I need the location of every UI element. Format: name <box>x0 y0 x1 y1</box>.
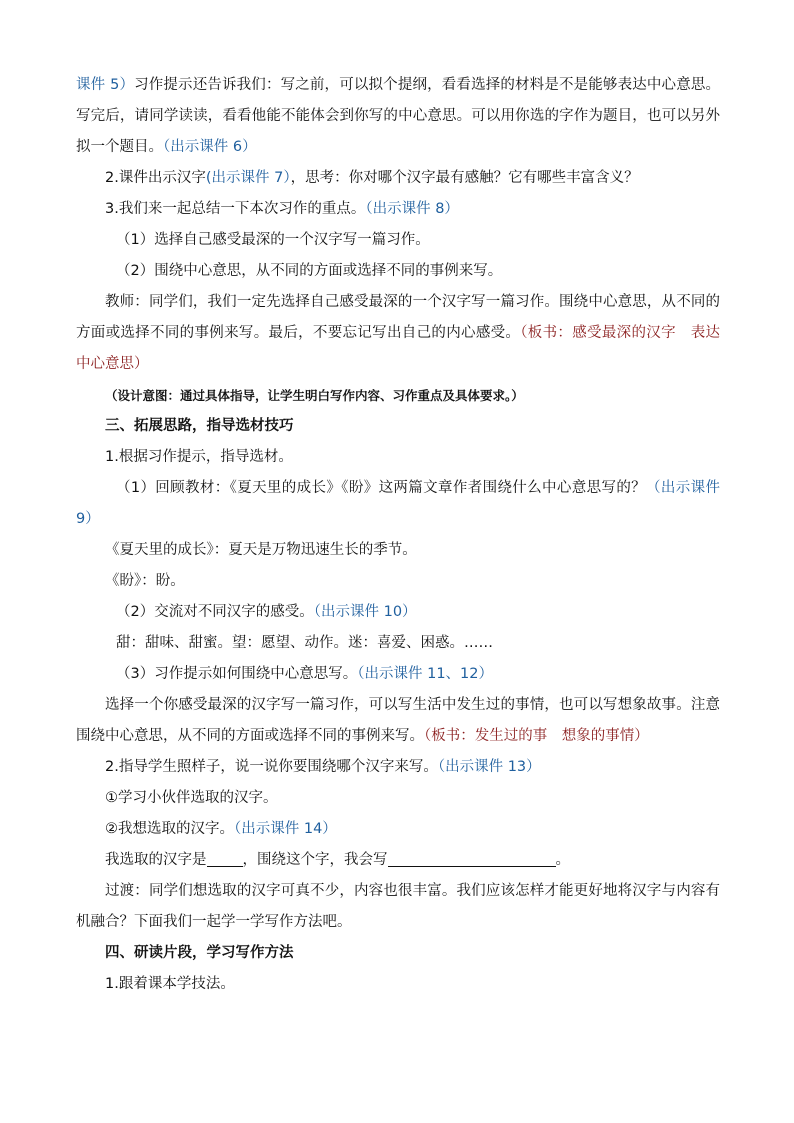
paragraph-text: ，围绕这个字，我会写 <box>242 852 388 868</box>
paragraph-text: 我选取的汉字是 <box>105 852 207 868</box>
paragraph-text: （1）回顾教材：《夏天里的成长》《盼》这两篇文章作者围绕什么中心意思写的？ <box>116 480 647 496</box>
paragraph-teacher <box>76 287 720 380</box>
paragraph-exchange <box>76 597 720 628</box>
courseware-ref: （出示课件 8） <box>365 201 459 217</box>
paragraph-fill-blank <box>76 845 720 876</box>
paragraph-courseware-5 <box>76 70 720 163</box>
paragraph-partner-choice: ①学习小伙伴选取的汉字。 <box>105 790 278 806</box>
paragraph-text: 3.我们来一起总结一下本次习作的重点。 <box>105 201 366 217</box>
paragraph-text: （2）交流对不同汉字的感受。 <box>116 604 314 620</box>
blackboard-note: （板书：感受最深的汉字 表达中心意思） <box>76 325 721 372</box>
paragraph-text: （3）习作提示如何围绕中心意思写。 <box>116 666 358 682</box>
paragraph-text: ，思考：你对哪个汉字最有感触？它有哪些丰富含义？ <box>290 170 639 186</box>
list-item-1: （1）选择自己感受最深的一个汉字写一篇习作。 <box>116 232 430 248</box>
paragraph-review-textbook <box>76 473 720 535</box>
paragraph-guide-students <box>76 752 720 783</box>
paragraph-guide-selection: 1.根据习作提示，指导选材。 <box>105 449 293 465</box>
paragraph-learn-technique: 1.跟着课本学技法。 <box>105 976 235 992</box>
blackboard-note: （板书：发生过的事 想象的事情） <box>424 728 649 744</box>
section-heading-3: 三、拓展思路，指导选材技巧 <box>105 418 294 434</box>
paragraph-transition: 过渡：同学们想选取的汉字可真不少，内容也很丰富。我们应该怎样才能更好地将汉字与内容有机融合？下面我们一起学一学写作方法吧。 <box>76 883 720 930</box>
paragraph-text: 2.课件出示汉字 <box>105 170 206 186</box>
courseware-ref: （出示课件 13） <box>437 759 541 775</box>
courseware-ref: （出示课件 9） <box>76 480 720 527</box>
paragraph-summary <box>76 194 720 225</box>
blank-character[interactable] <box>207 848 243 867</box>
paragraph-examples: 甜：甜味、甜蜜。望：愿望、动作。迷：喜爱、困惑。…… <box>116 635 493 651</box>
courseware-ref: (出示课件 7） <box>205 170 291 186</box>
paragraph-text: 教师：同学们，我们一定先选择自己感受最深的一个汉字写一篇习作。围绕中心意思，从不同的方面或选择不同的事例来写。最后，不要忘记写出自己的内心感受。 <box>76 294 720 341</box>
courseware-ref: （出示课件 6） <box>163 139 257 155</box>
paragraph-text: ②我想选取的汉字。 <box>105 821 234 837</box>
courseware-ref: （出示课件 11、12） <box>357 666 493 682</box>
paragraph-choose-character <box>76 690 720 752</box>
blank-content[interactable] <box>388 848 556 867</box>
paragraph-text: 选择一个你感受最深的汉字写一篇习作，可以写生活中发生过的事情，也可以写想象故事。注意围绕中心意思，从不同的方面或选择不同的事例来写。 <box>76 697 720 744</box>
paragraph-my-choice <box>76 814 720 845</box>
courseware-ref: （出示课件 14） <box>234 821 337 837</box>
paragraph-how-to-write <box>76 659 720 690</box>
section-heading-4: 四、研读片段，学习写作方法 <box>105 945 294 961</box>
paragraph-text: 2.指导学生照样子，说一说你要围绕哪个汉字来写。 <box>105 759 438 775</box>
design-intent: （设计意图：通过具体指导，让学生明白写作内容、习作重点及具体要求。） <box>105 388 524 403</box>
document-page <box>76 70 720 1000</box>
paragraph-show-characters <box>76 163 720 194</box>
courseware-ref: 课件 5） <box>76 77 135 93</box>
list-item-2: （2）围绕中心意思，从不同的方面或选择不同的事例来写。 <box>116 263 503 279</box>
paragraph-summer-growth: 《夏天里的成长》：夏天是万物迅速生长的季节。 <box>105 542 417 558</box>
courseware-ref: （出示课件 10） <box>313 604 417 620</box>
paragraph-text: 习作提示还告诉我们：写之前，可以拟个提纲，看看选择的材料是不是能够表达中心意思。写完后，请同学读读，看看他能不能体会到你写的中心意思。可以用你选的字作为题目，也可以另外拟一个题目。 <box>76 77 720 155</box>
paragraph-pan: 《盼》：盼。 <box>105 573 185 589</box>
paragraph-text: 。 <box>555 852 570 868</box>
